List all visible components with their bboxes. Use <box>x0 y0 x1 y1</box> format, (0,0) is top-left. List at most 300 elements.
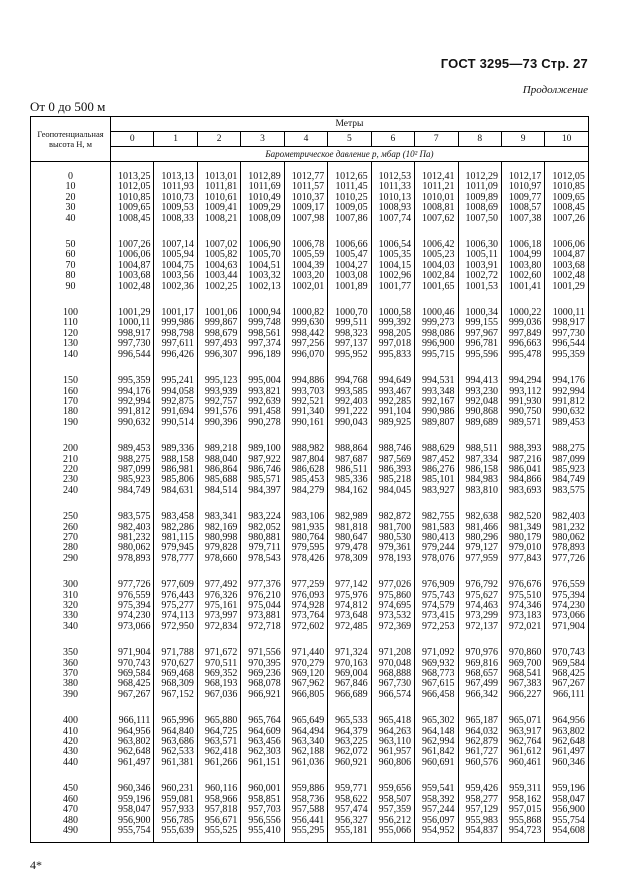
pressure-value: 958,622 <box>335 793 368 805</box>
pressure-value: 994,294 <box>508 375 542 387</box>
pressure-value: 988,746 <box>378 443 412 455</box>
pressure-value: 984,983 <box>465 474 498 486</box>
pressure-value: 974,579 <box>422 600 455 611</box>
pressure-value: 994,058 <box>161 385 194 397</box>
height-value: 250 <box>63 511 78 523</box>
pressure-value: 995,359 <box>552 348 585 360</box>
height-column-header: Геопотенциальная высота H, м <box>31 117 111 162</box>
height-cell <box>31 368 111 436</box>
pressure-value: 976,792 <box>465 579 498 591</box>
pressure-value: 969,004 <box>335 668 368 680</box>
pressure-value: 1010,25 <box>335 191 368 203</box>
pressure-value: 971,092 <box>422 647 455 659</box>
pressure-value: 981,583 <box>422 521 455 533</box>
pressure-value: 967,962 <box>291 678 325 690</box>
pressure-value: 997,967 <box>465 327 498 339</box>
pressure-value: 992,639 <box>248 395 281 407</box>
pressure-value: 987,216 <box>508 453 542 465</box>
height-value: 180 <box>63 406 78 418</box>
pressure-value: 983,575 <box>552 484 585 496</box>
pressure-value: 962,303 <box>248 746 281 758</box>
pressure-value: 1002,60 <box>508 270 542 282</box>
column-header: 2 <box>197 132 240 147</box>
pressure-value: 956,671 <box>204 814 238 826</box>
pressure-value: 1002,48 <box>552 270 585 282</box>
pressure-cell <box>328 504 371 572</box>
height-cell <box>31 708 111 776</box>
pressure-value: 966,458 <box>422 688 455 700</box>
height-value: 440 <box>63 756 78 768</box>
pressure-value: 989,336 <box>161 443 194 455</box>
pressure-cell <box>241 368 284 436</box>
pressure-value: 1012,41 <box>422 171 455 182</box>
pressure-value: 993,703 <box>291 385 325 397</box>
pressure-value: 979,711 <box>248 542 281 554</box>
pressure-value: 1002,48 <box>117 280 151 292</box>
pressure-value: 954,952 <box>422 824 455 836</box>
pressure-value: 978,893 <box>552 542 585 554</box>
pressure-value: 999,867 <box>204 317 238 329</box>
pressure-value: 967,383 <box>508 678 542 690</box>
pressure-value: 1007,38 <box>508 212 542 224</box>
pressure-value: 993,467 <box>378 385 412 397</box>
pressure-cell <box>371 708 414 776</box>
pressure-cell <box>501 300 544 368</box>
pressure-value: 992,285 <box>378 395 412 407</box>
pressure-value: 964,609 <box>248 725 281 737</box>
pressure-value: 955,983 <box>465 814 498 826</box>
pressure-cell <box>111 368 154 436</box>
pressure-value: 1002,13 <box>248 280 281 292</box>
pressure-value: 966,689 <box>335 688 368 700</box>
pressure-value: 985,101 <box>422 474 455 486</box>
table-row-block <box>31 708 589 776</box>
pressure-value: 962,418 <box>204 746 238 758</box>
pressure-value: 997,730 <box>552 327 585 339</box>
pressure-value: 960,921 <box>335 756 368 768</box>
pressure-value: 964,032 <box>465 725 498 737</box>
pressure-value: 957,703 <box>248 804 281 816</box>
pressure-value: 978,426 <box>291 552 325 564</box>
pressure-value: 982,520 <box>508 511 542 523</box>
pressure-value: 969,584 <box>552 657 585 669</box>
pressure-value: 968,657 <box>465 668 498 680</box>
pressure-value: 1001,65 <box>422 280 455 292</box>
pressure-value: 1006,06 <box>552 239 585 251</box>
pressure-value: 985,218 <box>378 474 412 486</box>
height-value: 220 <box>63 463 78 475</box>
pressure-cell <box>458 162 501 233</box>
pressure-value: 963,225 <box>335 736 368 748</box>
pressure-value: 977,726 <box>552 552 585 564</box>
pressure-value: 1009,53 <box>161 202 194 214</box>
pressure-value: 983,458 <box>161 511 194 523</box>
pressure-cell <box>241 776 284 843</box>
pressure-value: 965,649 <box>291 715 325 727</box>
pressure-value: 997,730 <box>117 338 151 350</box>
height-value: 280 <box>63 542 78 554</box>
pressure-value: 967,846 <box>335 678 368 690</box>
pressure-value: 969,352 <box>204 668 238 680</box>
pressure-value: 968,773 <box>422 668 455 680</box>
height-value: 150 <box>63 375 78 387</box>
pressure-value: 992,048 <box>465 395 498 407</box>
pressure-value: 998,086 <box>422 327 455 339</box>
pressure-value: 972,834 <box>204 620 238 632</box>
table-row-block <box>31 504 589 572</box>
pressure-value: 1005,94 <box>161 249 194 261</box>
pressure-value: 977,259 <box>291 579 325 591</box>
pressure-value: 998,561 <box>248 327 281 339</box>
pressure-value: 959,541 <box>422 783 455 795</box>
pressure-value: 957,129 <box>465 804 498 816</box>
pressure-cell <box>415 162 458 233</box>
pressure-cell <box>415 708 458 776</box>
pressure-value: 987,099 <box>552 453 585 465</box>
pressure-value: 1003,56 <box>161 270 194 282</box>
pressure-cell <box>545 504 589 572</box>
height-value: 80 <box>65 270 76 282</box>
pressure-value: 980,062 <box>552 531 585 543</box>
pressure-cell <box>545 436 589 504</box>
pressure-value: 986,746 <box>248 463 281 475</box>
pressure-value: 998,205 <box>378 327 412 339</box>
pressure-cell <box>328 708 371 776</box>
pressure-value: 969,700 <box>508 657 542 669</box>
pressure-value: 988,982 <box>291 443 325 455</box>
pressure-value: 963,110 <box>378 736 412 748</box>
pressure-value: 1005,70 <box>248 249 281 261</box>
pressure-value: 971,904 <box>552 620 585 632</box>
table-row-block <box>31 162 589 233</box>
pressure-cell <box>154 368 197 436</box>
pressure-value: 956,441 <box>291 814 325 826</box>
pressure-value: 973,881 <box>248 610 281 622</box>
pressure-value: 988,511 <box>465 443 498 455</box>
pressure-cell <box>545 776 589 843</box>
pressure-value: 988,864 <box>335 443 368 455</box>
pressure-value: 1004,87 <box>552 249 585 261</box>
pressure-value: 971,904 <box>117 647 151 659</box>
pressure-value: 996,070 <box>291 348 325 360</box>
pressure-value: 993,112 <box>509 385 542 397</box>
height-value: 0 <box>68 171 73 182</box>
pressure-value: 967,036 <box>204 688 238 700</box>
pressure-value: 977,609 <box>161 579 194 591</box>
pressure-value: 982,286 <box>161 521 194 533</box>
pressure-value: 995,952 <box>335 348 368 360</box>
pressure-value: 983,106 <box>291 511 325 523</box>
pressure-value: 1012,89 <box>248 171 281 182</box>
pressure-value: 1010,49 <box>248 191 281 203</box>
pressure-value: 955,868 <box>508 814 542 826</box>
pressure-value: 970,395 <box>248 657 281 669</box>
pressure-value: 962,188 <box>291 746 325 758</box>
pressure-value: 990,043 <box>335 416 368 428</box>
pressure-value: 969,236 <box>248 668 281 680</box>
pressure-cell <box>284 572 327 640</box>
pressure-value: 956,900 <box>552 804 585 816</box>
pressure-value: 1013,01 <box>204 171 238 182</box>
column-header: 3 <box>241 132 284 147</box>
pressure-value: 990,161 <box>291 416 325 428</box>
pressure-value: 1000,46 <box>422 307 455 319</box>
pressure-value: 1000,94 <box>248 307 281 319</box>
height-value: 140 <box>63 348 78 360</box>
pressure-value: 995,359 <box>117 375 151 387</box>
pressure-value: 1005,11 <box>465 249 498 261</box>
pressure-value: 981,935 <box>291 521 325 533</box>
pressure-value: 989,807 <box>422 416 455 428</box>
pressure-value: 958,966 <box>204 793 238 805</box>
pressure-value: 1000,82 <box>291 307 325 319</box>
pressure-value: 1006,42 <box>422 239 455 251</box>
pressure-value: 980,179 <box>508 531 542 543</box>
pressure-value: 997,611 <box>161 338 194 350</box>
pressure-value: 988,393 <box>508 443 542 455</box>
pressure-value: 1011,81 <box>205 181 238 193</box>
pressure-value: 967,499 <box>465 678 498 690</box>
pressure-value: 957,588 <box>291 804 325 816</box>
pressure-cell <box>415 504 458 572</box>
pressure-value: 961,036 <box>291 756 325 768</box>
pressure-value: 992,403 <box>335 395 368 407</box>
pressure-value: 989,689 <box>465 416 498 428</box>
pressure-value: 985,571 <box>248 474 281 486</box>
pressure-value: 975,394 <box>552 589 585 601</box>
pressure-value: 965,764 <box>248 715 281 727</box>
pressure-value: 1009,77 <box>508 191 542 203</box>
pressure-value: 972,137 <box>465 620 498 632</box>
pressure-value: 976,559 <box>552 579 585 591</box>
pressure-value: 955,410 <box>248 824 281 836</box>
height-value: 410 <box>63 725 78 737</box>
pressure-value: 1009,41 <box>204 202 238 214</box>
pressure-value: 960,576 <box>465 756 498 768</box>
pressure-value: 976,909 <box>422 579 455 591</box>
column-header: 5 <box>328 132 371 147</box>
pressure-value: 990,750 <box>508 406 542 418</box>
pressure-value: 992,994 <box>552 385 585 397</box>
pressure-cell <box>154 232 197 300</box>
pressure-value: 991,458 <box>248 406 281 418</box>
height-value: 30 <box>65 202 76 214</box>
pressure-value: 959,771 <box>335 783 368 795</box>
height-value: 110 <box>63 317 78 329</box>
pressure-value: 971,208 <box>378 647 412 659</box>
pressure-value: 962,648 <box>552 736 585 748</box>
pressure-table <box>30 116 589 843</box>
pressure-value: 974,230 <box>117 610 151 622</box>
pressure-value: 975,161 <box>204 600 238 611</box>
pressure-cell <box>458 232 501 300</box>
column-header: 8 <box>458 132 501 147</box>
pressure-value: 984,162 <box>335 484 368 496</box>
pressure-value: 977,026 <box>378 579 412 591</box>
pressure-value: 970,163 <box>335 657 368 669</box>
pressure-value: 1008,81 <box>422 202 455 214</box>
pressure-value: 990,278 <box>248 416 281 428</box>
height-value: 350 <box>63 647 78 659</box>
pressure-value: 994,176 <box>117 385 151 397</box>
pressure-cell <box>241 640 284 708</box>
pressure-value: 1007,50 <box>465 212 498 224</box>
pressure-value: 978,076 <box>422 552 455 564</box>
pressure-value: 1002,36 <box>161 280 194 292</box>
pressure-value: 962,072 <box>335 746 368 758</box>
pressure-value: 992,521 <box>291 395 325 407</box>
pressure-value: 1007,86 <box>335 212 368 224</box>
pressure-value: 983,927 <box>422 484 455 496</box>
pressure-value: 955,066 <box>378 824 412 836</box>
pressure-value: 998,917 <box>117 327 151 339</box>
pressure-cell <box>241 436 284 504</box>
pressure-value: 989,571 <box>508 416 542 428</box>
pressure-value: 981,818 <box>335 521 368 533</box>
height-value: 190 <box>63 416 78 428</box>
column-header: 4 <box>284 132 327 147</box>
pressure-value: 984,631 <box>161 484 194 496</box>
pressure-value: 971,672 <box>204 647 238 659</box>
pressure-cell <box>197 708 240 776</box>
pressure-cell <box>328 572 371 640</box>
pressure-cell <box>284 368 327 436</box>
pressure-value: 1011,45 <box>335 181 368 193</box>
pressure-value: 975,976 <box>335 589 368 601</box>
pressure-cell <box>241 232 284 300</box>
pressure-cell <box>284 504 327 572</box>
pressure-value: 972,021 <box>508 620 542 632</box>
pressure-value: 1002,96 <box>378 270 412 282</box>
pressure-value: 974,463 <box>465 600 498 611</box>
pressure-value: 956,556 <box>248 814 281 826</box>
pressure-cell <box>284 162 327 233</box>
pressure-value: 991,812 <box>552 395 585 407</box>
pressure-cell <box>458 368 501 436</box>
pressure-value: 974,346 <box>508 600 542 611</box>
pressure-cell <box>241 572 284 640</box>
pressure-cell <box>154 640 197 708</box>
pressure-value: 1001,77 <box>378 280 412 292</box>
pressure-cell <box>197 300 240 368</box>
table-row-block <box>31 300 589 368</box>
pressure-value: 989,100 <box>248 443 281 455</box>
pressure-value: 964,263 <box>378 725 412 737</box>
pressure-cell <box>328 436 371 504</box>
pressure-value: 975,394 <box>117 600 151 611</box>
pressure-value: 1012,53 <box>378 171 412 182</box>
pressure-value: 1012,05 <box>117 181 151 193</box>
pressure-value: 992,994 <box>117 395 151 407</box>
pressure-value: 986,158 <box>465 463 498 475</box>
pressure-value: 1012,77 <box>291 171 325 182</box>
pressure-value: 973,066 <box>117 620 151 632</box>
pressure-value: 955,525 <box>204 824 238 836</box>
pressure-value: 973,997 <box>204 610 238 622</box>
pressure-value: 1003,44 <box>204 270 238 282</box>
height-value: 270 <box>63 531 78 543</box>
pressure-value: 958,736 <box>291 793 325 805</box>
pressure-value: 961,957 <box>378 746 412 758</box>
pressure-value: 960,806 <box>378 756 412 768</box>
pressure-value: 978,777 <box>161 552 194 564</box>
pressure-value: 997,849 <box>508 327 542 339</box>
pressure-value: 993,348 <box>422 385 455 397</box>
pressure-value: 980,062 <box>117 542 151 554</box>
pressure-value: 1005,47 <box>335 249 368 261</box>
pressure-value: 976,559 <box>117 589 151 601</box>
pressure-value: 970,279 <box>291 657 325 669</box>
pressure-value: 964,956 <box>117 725 151 737</box>
pressure-value: 965,187 <box>465 715 498 727</box>
pressure-value: 963,686 <box>161 736 194 748</box>
pressure-value: 1011,33 <box>378 181 412 193</box>
pressure-value: 987,334 <box>465 453 498 465</box>
pressure-value: 964,148 <box>422 725 455 737</box>
pressure-value: 1000,22 <box>508 307 542 319</box>
height-cell <box>31 504 111 572</box>
pressure-value: 998,798 <box>161 327 194 339</box>
pressure-value: 996,900 <box>422 338 455 350</box>
pressure-value: 1005,82 <box>204 249 238 261</box>
pressure-cell <box>241 300 284 368</box>
pressure-value: 973,764 <box>291 610 325 622</box>
pressure-value: 991,104 <box>378 406 412 418</box>
pressure-value: 984,397 <box>248 484 281 496</box>
pressure-value: 1012,05 <box>552 171 585 182</box>
pressure-value: 1003,91 <box>465 259 498 271</box>
pressure-value: 967,267 <box>552 678 585 690</box>
pressure-cell <box>284 436 327 504</box>
pressure-value: 993,585 <box>335 385 368 397</box>
pressure-value: 986,511 <box>335 463 368 475</box>
pressure-value: 960,001 <box>248 783 281 795</box>
pressure-value: 996,189 <box>248 348 281 360</box>
pressure-value: 1006,78 <box>291 239 325 251</box>
height-value: 470 <box>63 804 78 816</box>
table-row-block <box>31 640 589 708</box>
pressure-value: 1005,59 <box>291 249 325 261</box>
pressure-cell <box>371 572 414 640</box>
pressure-value: 1001,41 <box>508 280 542 292</box>
pressure-value: 1003,80 <box>508 259 542 271</box>
pressure-value: 990,632 <box>117 416 151 428</box>
pressure-value: 995,123 <box>204 375 238 387</box>
pressure-value: 994,413 <box>465 375 498 387</box>
pressure-value: 1003,68 <box>117 270 151 282</box>
height-value: 360 <box>63 657 78 669</box>
pressure-value: 997,493 <box>204 338 238 350</box>
pressure-value: 1008,21 <box>204 212 238 224</box>
pressure-cell <box>241 162 284 233</box>
pressure-value: 1010,73 <box>161 191 194 203</box>
pressure-value: 973,183 <box>508 610 542 622</box>
pressure-value: 973,299 <box>465 610 498 622</box>
pressure-value: 1004,27 <box>335 259 368 271</box>
pressure-value: 1008,45 <box>117 212 151 224</box>
pressure-value: 996,307 <box>204 348 238 360</box>
pressure-cell <box>458 300 501 368</box>
pressure-value: 965,996 <box>161 715 194 727</box>
pressure-value: 964,956 <box>552 715 585 727</box>
pressure-cell <box>328 776 371 843</box>
pressure-cell <box>197 368 240 436</box>
pressure-value: 956,327 <box>335 814 368 826</box>
pressure-value: 994,176 <box>552 375 585 387</box>
pressure-value: 980,998 <box>204 531 238 543</box>
pressure-value: 957,359 <box>378 804 412 816</box>
pressure-value: 996,426 <box>161 348 194 360</box>
